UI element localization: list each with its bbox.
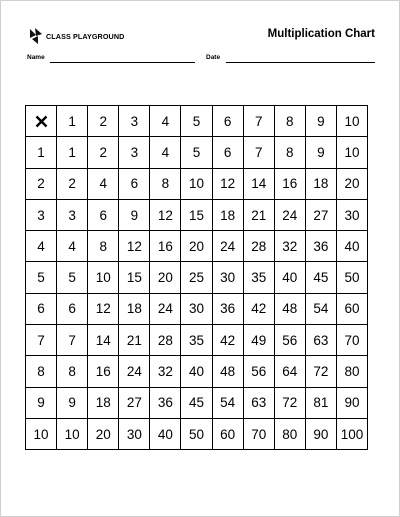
product-cell: 3 (57, 199, 88, 230)
brand-name: CLASS PLAYGROUND (46, 31, 125, 41)
product-cell: 8 (88, 231, 119, 262)
product-cell: 2 (88, 137, 119, 168)
row-header-cell: 1 (26, 137, 57, 168)
product-cell: 72 (305, 356, 336, 387)
product-cell: 24 (119, 356, 150, 387)
name-label: Name (27, 54, 45, 61)
table-row (26, 231, 368, 262)
product-cell: 25 (181, 262, 212, 293)
table-row (26, 325, 368, 356)
product-cell: 18 (212, 199, 243, 230)
product-cell: 4 (57, 231, 88, 262)
product-cell: 42 (243, 293, 274, 324)
product-cell: 9 (119, 199, 150, 230)
product-cell: 72 (274, 387, 305, 418)
date-label: Date (206, 54, 221, 61)
product-cell: 9 (305, 137, 336, 168)
product-cell: 2 (57, 168, 88, 199)
table-row (26, 418, 368, 449)
product-cell: 32 (150, 356, 181, 387)
product-cell: 54 (305, 293, 336, 324)
column-header-cell: 6 (212, 106, 243, 137)
product-cell: 18 (305, 168, 336, 199)
product-cell: 8 (57, 356, 88, 387)
product-cell: 45 (305, 262, 336, 293)
product-cell: 20 (88, 418, 119, 449)
product-cell: 81 (305, 387, 336, 418)
product-cell: 32 (274, 231, 305, 262)
product-cell: 14 (88, 325, 119, 356)
corner-cell (26, 106, 57, 137)
product-cell: 27 (305, 199, 336, 230)
product-cell: 27 (119, 387, 150, 418)
column-header-cell: 1 (57, 106, 88, 137)
table-row (26, 387, 368, 418)
product-cell: 24 (212, 231, 243, 262)
product-cell: 15 (181, 199, 212, 230)
product-cell: 6 (119, 168, 150, 199)
date-field-line[interactable] (226, 62, 375, 63)
product-cell: 12 (150, 199, 181, 230)
product-cell: 9 (57, 387, 88, 418)
product-cell: 8 (274, 137, 305, 168)
name-field-line[interactable] (50, 62, 195, 63)
product-cell: 30 (336, 199, 367, 230)
product-cell: 35 (243, 262, 274, 293)
row-header-cell: 4 (26, 231, 57, 262)
column-header-cell: 9 (305, 106, 336, 137)
product-cell: 48 (274, 293, 305, 324)
product-cell: 63 (243, 387, 274, 418)
product-cell: 12 (88, 293, 119, 324)
product-cell: 80 (336, 356, 367, 387)
product-cell: 45 (181, 387, 212, 418)
row-header-cell: 6 (26, 293, 57, 324)
product-cell: 10 (181, 168, 212, 199)
multiplication-table (25, 105, 368, 450)
product-cell: 21 (119, 325, 150, 356)
product-cell: 20 (181, 231, 212, 262)
product-cell: 8 (150, 168, 181, 199)
row-header-cell: 9 (26, 387, 57, 418)
product-cell: 49 (243, 325, 274, 356)
column-header-cell: 3 (119, 106, 150, 137)
product-cell: 3 (119, 137, 150, 168)
class-playground-logo-icon (29, 27, 43, 45)
column-header-cell: 7 (243, 106, 274, 137)
product-cell: 30 (181, 293, 212, 324)
product-cell: 35 (181, 325, 212, 356)
table-row (26, 262, 368, 293)
multiply-icon (35, 115, 48, 128)
column-header-cell: 8 (274, 106, 305, 137)
product-cell: 1 (57, 137, 88, 168)
row-header-cell: 2 (26, 168, 57, 199)
product-cell: 10 (336, 137, 367, 168)
product-cell: 16 (88, 356, 119, 387)
product-cell: 16 (274, 168, 305, 199)
product-cell: 12 (119, 231, 150, 262)
column-header-cell: 2 (88, 106, 119, 137)
product-cell: 40 (181, 356, 212, 387)
product-cell: 6 (88, 199, 119, 230)
row-header-cell: 5 (26, 262, 57, 293)
product-cell: 5 (57, 262, 88, 293)
product-cell: 24 (150, 293, 181, 324)
table-row (26, 199, 368, 230)
column-header-cell: 4 (150, 106, 181, 137)
product-cell: 7 (57, 325, 88, 356)
product-cell: 21 (243, 199, 274, 230)
table-row (26, 137, 368, 168)
product-cell: 56 (243, 356, 274, 387)
row-header-cell: 8 (26, 356, 57, 387)
product-cell: 60 (212, 418, 243, 449)
product-cell: 6 (212, 137, 243, 168)
row-header-cell: 7 (26, 325, 57, 356)
row-header-cell: 3 (26, 199, 57, 230)
product-cell: 100 (336, 418, 367, 449)
page-title: Multiplication Chart (267, 28, 375, 40)
product-cell: 28 (243, 231, 274, 262)
product-cell: 50 (181, 418, 212, 449)
product-cell: 70 (336, 325, 367, 356)
product-cell: 20 (336, 168, 367, 199)
product-cell: 42 (212, 325, 243, 356)
product-cell: 4 (88, 168, 119, 199)
product-cell: 7 (243, 137, 274, 168)
product-cell: 4 (150, 137, 181, 168)
product-cell: 18 (119, 293, 150, 324)
product-cell: 20 (150, 262, 181, 293)
product-cell: 30 (212, 262, 243, 293)
product-cell: 64 (274, 356, 305, 387)
table-row (26, 356, 368, 387)
product-cell: 80 (274, 418, 305, 449)
table-row (26, 293, 368, 324)
product-cell: 50 (336, 262, 367, 293)
product-cell: 90 (336, 387, 367, 418)
product-cell: 70 (243, 418, 274, 449)
product-cell: 12 (212, 168, 243, 199)
product-cell: 63 (305, 325, 336, 356)
product-cell: 36 (305, 231, 336, 262)
product-cell: 30 (119, 418, 150, 449)
row-header-cell: 10 (26, 418, 57, 449)
product-cell: 36 (212, 293, 243, 324)
product-cell: 24 (274, 199, 305, 230)
product-cell: 10 (57, 418, 88, 449)
product-cell: 40 (336, 231, 367, 262)
brand-logo (29, 27, 124, 45)
table-row (26, 168, 368, 199)
product-cell: 56 (274, 325, 305, 356)
product-cell: 40 (150, 418, 181, 449)
header-row (26, 106, 368, 137)
product-cell: 40 (274, 262, 305, 293)
product-cell: 5 (181, 137, 212, 168)
product-cell: 60 (336, 293, 367, 324)
product-cell: 36 (150, 387, 181, 418)
product-cell: 28 (150, 325, 181, 356)
column-header-cell: 10 (336, 106, 367, 137)
product-cell: 6 (57, 293, 88, 324)
product-cell: 14 (243, 168, 274, 199)
product-cell: 16 (150, 231, 181, 262)
product-cell: 54 (212, 387, 243, 418)
column-header-cell: 5 (181, 106, 212, 137)
product-cell: 90 (305, 418, 336, 449)
product-cell: 48 (212, 356, 243, 387)
product-cell: 10 (88, 262, 119, 293)
product-cell: 18 (88, 387, 119, 418)
product-cell: 15 (119, 262, 150, 293)
